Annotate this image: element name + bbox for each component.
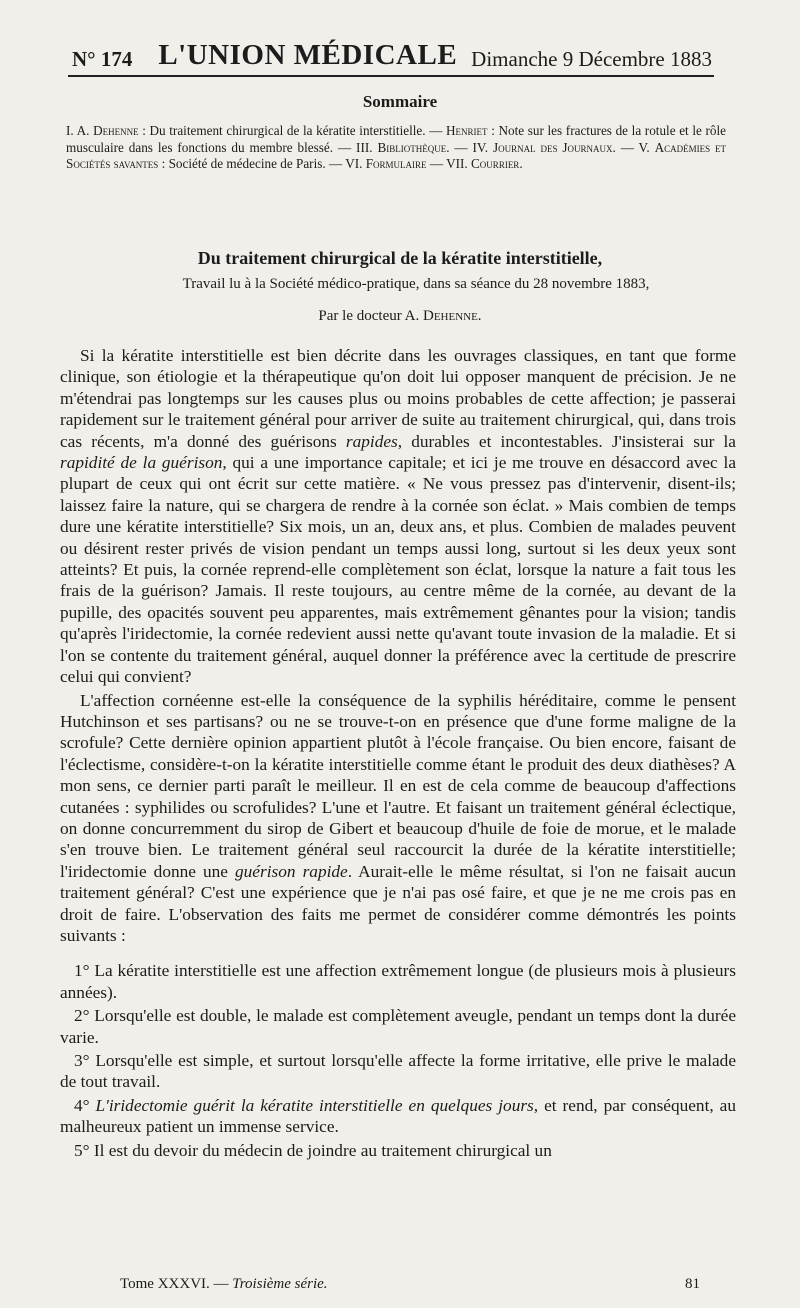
page-number: 81 <box>685 1276 700 1292</box>
list-item: 1° La kératite interstitielle est une affection extrêmement longue (de plusieurs mois à plusieurs années). <box>60 961 736 1002</box>
paragraph <box>60 345 736 688</box>
sommaire-author: Henriet <box>446 123 488 138</box>
paragraph-text: . Aurait-elle le même résultat, si l'on ne faisait aucun traitement général? C'est une expérience que je n'ai pas osé faire, et que je ne me crois pas en droit de faire. L'observation des faits me permet de considérer comme démontrés les points suivants : <box>60 861 736 945</box>
series-label: Troisième série. <box>232 1276 328 1292</box>
issue-date: Dimanche 9 Décembre 1883 <box>471 47 712 71</box>
list-item: 5° Il est du devoir du médecin de joindre au traitement chirurgical un <box>74 1140 552 1160</box>
list-number: 4° <box>74 1095 96 1115</box>
sommaire-section: Académies et Sociétés savantes <box>66 139 727 171</box>
list-item: 2° Lorsqu'elle est double, le malade est complètement aveugle, pendant un temps dont la durée varie. <box>60 1006 736 1047</box>
paragraph-text: , durables et incontestables. J'insisterai sur la <box>397 431 736 451</box>
sommaire-contents <box>66 123 726 173</box>
article-title: Du traitement chirurgical de la kératite interstitielle, <box>197 248 603 268</box>
list-item: 3° Lorsqu'elle est simple, et surtout lorsqu'elle affecte la forme irritative, elle prive le malade de tout travail. <box>60 1051 736 1092</box>
paragraph-text: , et rend, par conséquent, au malheureux patient un immense service. <box>60 1095 736 1137</box>
paragraph-text: , qui a une importance capitale; et ici je me trouve en désaccord avec la plupart de ceux qui ont écrit sur cette matière. « Ne vous pressez pas d'intervenir, disent-ils; laissez faire la nature, qui se chargera de rendre à la cornée son éclat. » Mais combien de temps dure une kératite interstitielle? Six mois, un an, deux ans, et plus. Combien de malades peuvent ou désirent rester privés de vision pendant un temps aussi long, surtout si les deux yeux sont atteints? Et puis, la cornée reprend-elle complètement son éclat, lorsque la nature a fait tous les frais de la guérison? Jamais. Il reste toujours, au centre même de la cornée, au devant de la pupille, des opacités souvent peu apparentes, mais extrêmement gênantes pour la vision; tandis qu'après l'iridectomie, la cornée redevient aussi nette qu'avant toute invasion de la maladie. Et si l'on se contente du traitement général, auquel donner la préférence avec la certitude de prescrire celui qui convient? <box>60 453 736 687</box>
paragraph-text: L'affection cornéenne est-elle la conséquence de la syphilis héréditaire, comme le pensent Hutchinson et ses partisans? ou ne se trouve-t-on en présence que d'une forme maligne de la scrofule? Cette dernière opinion appartient plutôt à l'école française. Ou bien encore, faisant de l'éclectisme, considère-t-on la kératite interstitielle comme étant le produit des deux diathèses? A mon sens, ce dernier parti paraît le meilleur. Il en est de cela comme de beaucoup d'affections cutanées : syphilides ou scrofulides? L'une et l'autre. Et faisant un traitement général éclectique, on donne concurremment du sirop de Gibert et beaucoup d'huile de foie de morue, et le malade s'en trouve bien. Le traitement général seul raccourcit la durée de la kératite interstitielle; l'iridectomie donne une <box>60 690 736 881</box>
journal-title: L'UNION MÉDICALE <box>158 39 458 71</box>
sommaire-text: : Du traitement chirurgical de la kératite interstitielle. — <box>138 123 447 138</box>
numbered-list <box>60 960 736 1161</box>
article-byline <box>0 308 800 325</box>
list-item <box>60 1095 736 1138</box>
paragraph <box>60 690 736 947</box>
emphasis: L'iridectomie guérit la kératite interstitielle en quelques jours <box>95 1095 534 1115</box>
header-rule <box>68 75 714 77</box>
article-body <box>60 345 736 1161</box>
emphasis: rapidité de la guérison <box>60 453 223 473</box>
sommaire-author: Dehenne <box>93 123 139 138</box>
emphasis: guérison rapide <box>235 861 348 881</box>
sommaire-text: . — V. <box>612 139 655 155</box>
sommaire-text: : Note sur les fractures de la rotule et le rôle musculaire dans les fonctions du membre blessé. — III. <box>66 123 727 155</box>
sommaire-text: . <box>519 156 523 171</box>
page-footer <box>120 1276 700 1293</box>
author-name: Dehenne. <box>422 308 482 324</box>
sommaire-text: : Société de médecine de Paris. — VI. <box>158 156 366 171</box>
paragraph-text: Si la kératite interstitielle est bien décrite dans les ouvrages classiques, en tant que forme clinique, son étiologie et la thérapeutique qu'on doit lui opposer manquent de précision. Je ne m'étendrai pas longtemps sur les causes plus ou moins probables de cette affection; je passerai rapidement sur le traitement général pour arriver de suite au traitement chirurgical, qui, dans trois cas récents, m'a donné des guérisons <box>60 346 736 451</box>
byline-prefix: Par le docteur A. <box>318 308 423 324</box>
masthead <box>72 36 712 72</box>
article-subtitle: Travail lu à la Société médico-pratique, dans sa séance du 28 novembre 1883, <box>182 276 650 292</box>
sommaire-text: I. A. <box>66 123 94 138</box>
sommaire-section: Courrier <box>471 156 520 171</box>
sommaire-heading: Sommaire <box>362 92 438 111</box>
issue-number: N° 174 <box>72 47 133 71</box>
volume-number: Tome XXXVI. — <box>120 1276 233 1292</box>
sommaire-section: Journal des Journaux <box>492 139 613 155</box>
sommaire-text: — VII. <box>426 156 472 171</box>
sommaire-section: Bibliothèque <box>377 139 447 155</box>
sommaire-section: Formulaire <box>365 156 427 171</box>
emphasis: rapides <box>345 431 398 451</box>
volume-info <box>120 1276 328 1293</box>
sommaire-text: . — IV. <box>446 139 493 155</box>
